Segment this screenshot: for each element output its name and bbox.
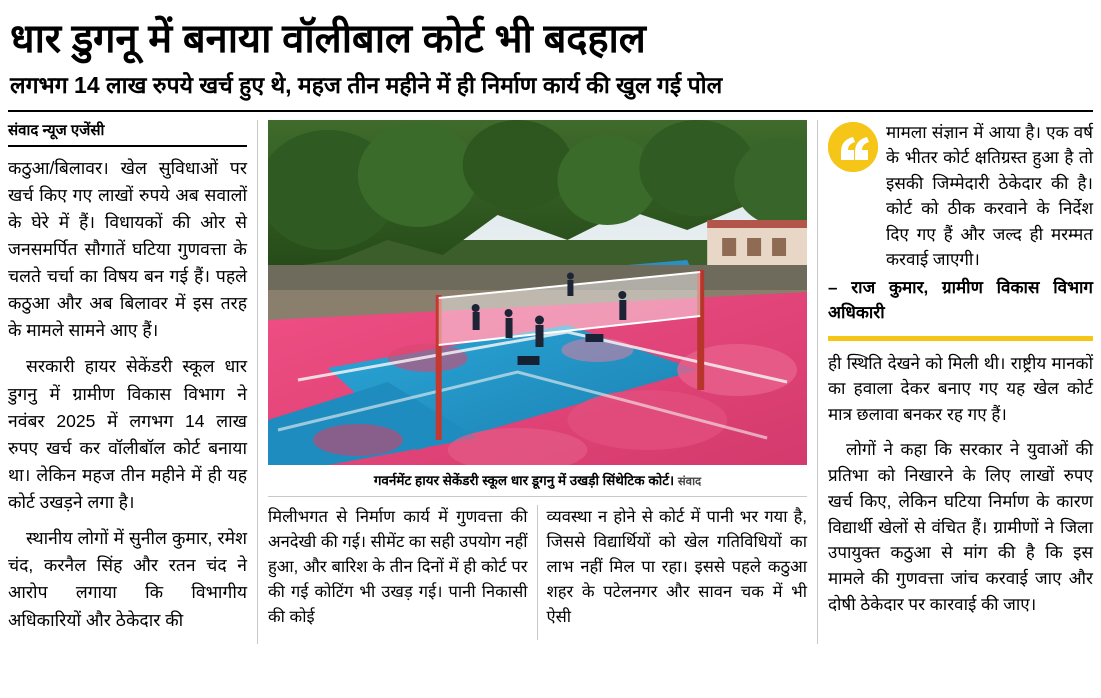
paragraph: मिलीभगत से निर्माण कार्य में गुणवत्ता की अनदेखी की गई। सीमेंट का सही उपयोग नहीं हुआ, और बारिश के तीन दिनों में ही कोर्ट पर की गई कोटिंग भी उखड़ गई। पानी निकासी की कोई: [268, 508, 528, 627]
paragraph: सरकारी हायर सेकेंडरी स्कूल धार डुगनु में ग्रामीण विकास विभाग ने नवंबर 2025 में लगभग 14 लाख रुपए खर्च कर वॉलीबॉल कोर्ट बनाया था। लेकिन महज तीन महीने में ही यह कोर्ट उखड़ने लगा है।: [8, 356, 247, 513]
byline: संवाद न्यूज एजेंसी: [8, 120, 247, 147]
photo-caption-text: गवर्नमेंट हायर सेकेंडरी स्कूल धार डूगनु में उखड़ी सिंथेटिक कोर्ट।: [373, 472, 675, 488]
article-subheadline: लगभग 14 लाख रुपये खर्च हुए थे, महज तीन महीने में ही निर्माण कार्य की खुल गई पोल: [10, 72, 723, 98]
right-column: [818, 120, 1093, 644]
paragraph: लोगों ने कहा कि सरकार ने युवाओं की प्रतिभा को निखारने के लिए लाखों रुपए खर्च किए, लेकिन घटिया निर्माण के कारण विद्यार्थी खेलों से वंचित हैं। ग्रामीणों ने जिला उपायुक्त कठुआ से मांग की है कि इस मामले की गुणवत्ता जांच करवाई जाए और दोषी ठेकेदार पर कारवाई की जाए।: [828, 440, 1093, 615]
paragraph: कठुआ/बिलावर। खेल सुविधाओं पर खर्च किए गए लाखों रुपये अब सवालों के घेरे में हैं। विधायकों की ओर से जनसमर्पित सौगातें घटिया गुणवत्ता के चलते चर्चा का विषय बन गई हैं। पहले कठुआ और अब बिलावर में इस तरह के मामले सामने आए हैं।: [8, 157, 247, 341]
quote-mark-icon: [828, 122, 878, 172]
photo-credit: संवाद: [677, 475, 702, 488]
article-body: [0, 120, 1101, 644]
pull-quote-head: [828, 120, 1093, 273]
center-column-right: [538, 505, 808, 639]
article-photo-wrap: [268, 120, 807, 498]
accent-divider: [828, 336, 1093, 341]
article-photo: [268, 120, 807, 465]
pull-quote-text: मामला संज्ञान में आया है। एक वर्ष के भीतर कोर्ट क्षतिग्रस्त हुआ है तो इसकी जिम्मेदारी ठेकेदार की है। कोर्ट को ठीक करवाने के निर्देश दिए गए हैं और जल्द ही मरम्मत करवाई जाएगी।: [886, 122, 1093, 270]
left-column: [8, 120, 258, 644]
pull-quote-attribution: – राज कुमार, ग्रामीण विकास विभाग अधिकारी: [828, 277, 1093, 323]
page-title: धार डुगनू में बनाया वॉलीबाल कोर्ट भी बदहाल: [10, 17, 646, 61]
paragraph: स्थानीय लोगों में सुनील कुमार, रमेश चंद, करनैल सिंह और रतन चंद ने आरोप लगाया कि विभागीय अधिकारियों और ठेकेदार की: [8, 528, 247, 630]
quote-glyph-icon: [828, 122, 878, 172]
volleyball-court-photo-illustration: [268, 120, 807, 465]
paragraph: व्यवस्था न होने से कोर्ट में पानी भर गया है, जिससे विद्यार्थियों को खेल गतिविधियों का लाभ नहीं मिल पा रहा। इससे पहले कठुआ शहर के पटेलनगर और सावन चक में भी ऐसी: [546, 508, 807, 627]
header-divider: [8, 110, 1093, 112]
center-text-columns: [268, 505, 807, 639]
pull-quote: [828, 120, 1093, 326]
paragraph: ही स्थिति देखने को मिली थी। राष्ट्रीय मानकों का हवाला देकर बनाए गए यह खेल कोर्ट मात्र छलावा बनकर रह गए हैं।: [828, 353, 1093, 425]
photo-caption: [268, 465, 807, 498]
center-column: [258, 120, 818, 644]
center-column-left: [268, 505, 538, 639]
